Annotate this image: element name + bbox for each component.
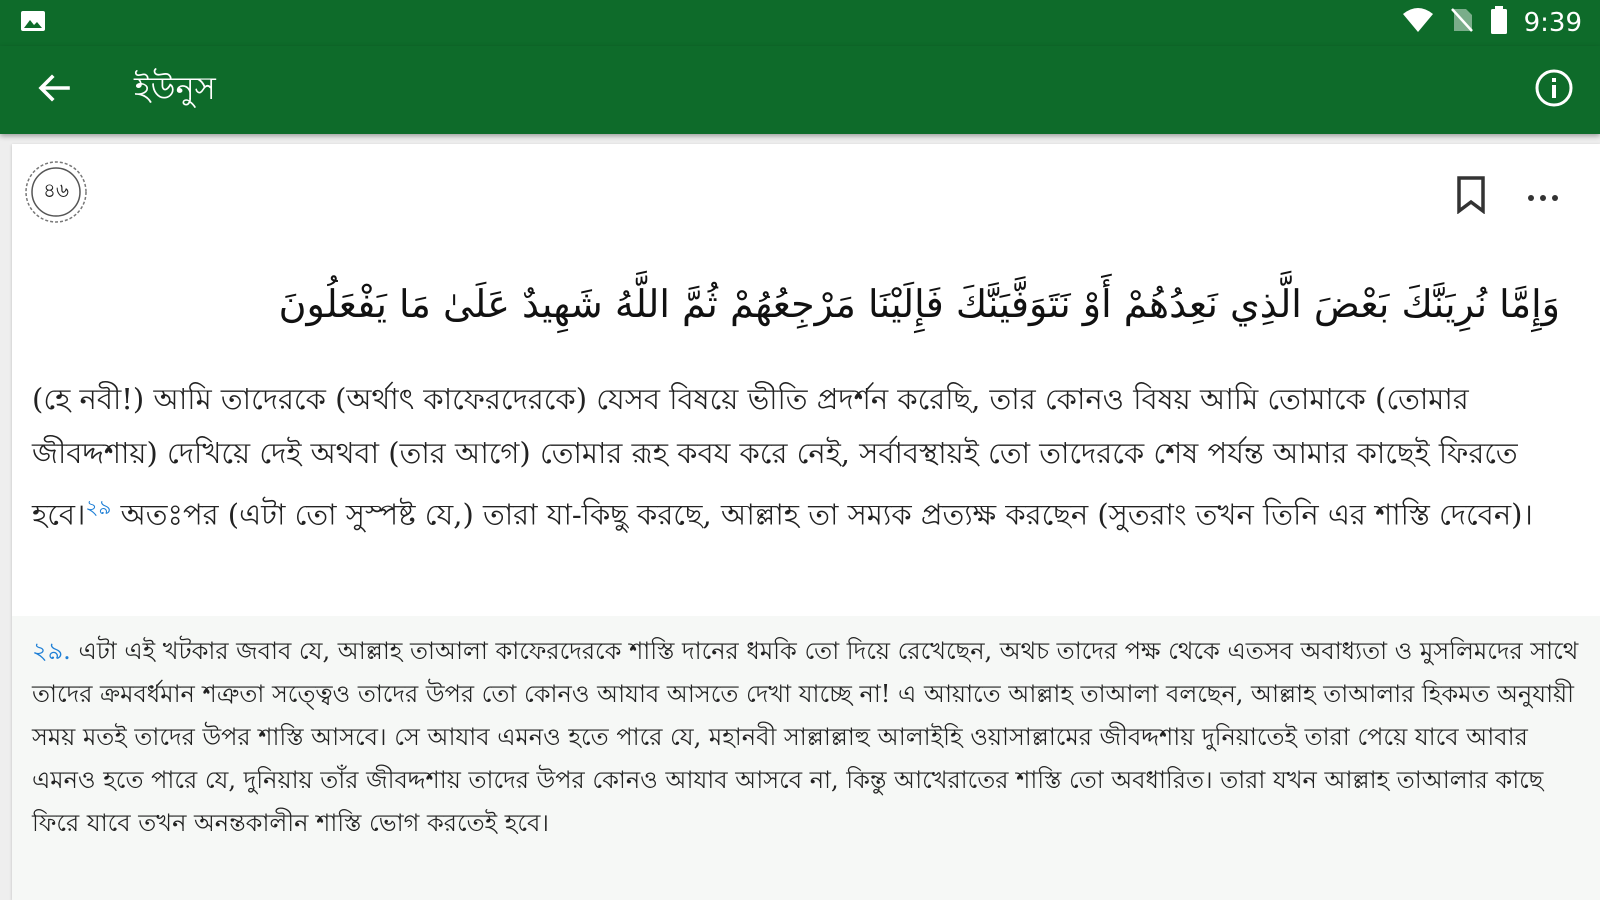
- ayah-number: ৪৬: [43, 177, 69, 202]
- status-time: 9:39: [1523, 8, 1582, 38]
- translation-text-part2: অতঃপর (এটা তো সুস্পষ্ট যে,) তারা যা-কিছু করছে, আল্লাহ তা সম্যক প্রত্যক্ষ করছেন (সুতরাং তখন তিনি এর শাস্তি দেবেন)।: [111, 497, 1533, 532]
- more-options-button[interactable]: [1518, 172, 1568, 222]
- info-button[interactable]: [1526, 62, 1582, 118]
- bookmark-icon: [1455, 176, 1487, 218]
- arabic-verse: وَإِمَّا نُرِيَنَّكَ بَعْضَ الَّذِي نَعِدُهُمْ أَوْ نَتَوَفَّيَنَّكَ فَإِلَيْنَا مَرْجِعُهُمْ ثُمَّ اللَّهُ شَهِيدٌ عَلَىٰ مَا يَفْعَلُونَ: [278, 282, 1560, 326]
- image-notification-icon: [20, 9, 46, 37]
- footnote-number: ২৯.: [32, 637, 71, 665]
- footnote-panel: [12, 616, 1600, 900]
- status-bar: [0, 0, 1600, 46]
- ayah-number-badge: [24, 160, 88, 224]
- info-icon: [1534, 68, 1574, 112]
- back-button[interactable]: [26, 62, 82, 118]
- ayah-card: [12, 144, 1600, 900]
- translation-text-part1: (হে নবী!) আমি তাদেরকে (অর্থাৎ কাফেরদেরকে) যেসব বিষয়ে ভীতি প্রদর্শন করেছি, তার কোনও বিষয় আমি তোমাকে (তোমার জীবদ্দশায়) দেখিয়ে দেই অথবা (তার আগে) তোমার রূহ কবয করে নেই, সর্বাবস্থায়ই তো তাদেরকে শেষ পর্যন্ত আমার কাছেই ফিরতে হবে।: [32, 382, 1518, 532]
- app-bar: [0, 46, 1600, 134]
- bookmark-button[interactable]: [1446, 172, 1496, 222]
- verse-translation: [12, 364, 1600, 614]
- wifi-icon: [1402, 7, 1434, 40]
- footnote-text: এটা এই খটকার জবাব যে, আল্লাহ তাআলা কাফেরদেরকে শাস্তি দানের ধমকি তো দিয়ে রেখেছেন, অথচ তাদের পক্ষ থেকে এতসব অবাধ্যতা ও মুসলিমদের সাথে তাদের ক্রমবর্ধমান শত্রুতা সত্ত্বেও তাদের উপর তো কোনও আযাব আসতে দেখা যাচ্ছে না! এ আয়াতে আল্লাহ তাআলা বলছেন, আল্লাহ তাআলার হিকমত অনুযায়ী সময় মতই তাদের উপর শাস্তি আসবে। সে আযাব এমনও হতে পারে যে, মহানবী সাল্লাল্লাহু আলাইহি ওয়াসাল্লামের জীবদ্দশায় দুনিয়াতেই তারা পেয়ে যাবে আবার এমনও হতে পারে যে, দুনিয়ায় তাঁর জীবদ্দশায় তাদের উপর কোনও আযাব আসবে না, কিন্তু আখেরাতের শাস্তি তো অবধারিত। তারা যখন আল্লাহ তাআলার কাছে ফিরে যাবে তখন অনন্তকালীন শাস্তি ভোগ করতেই হবে।: [32, 637, 1579, 837]
- more-horizontal-icon: [1526, 188, 1560, 207]
- battery-icon: [1490, 6, 1508, 41]
- page-title: ইউনুস: [134, 69, 216, 107]
- arrow-left-icon: [36, 70, 72, 110]
- no-sim-icon: [1450, 7, 1474, 40]
- footnote-reference-link[interactable]: ২৯: [85, 495, 112, 519]
- ayah-card-header: [12, 144, 1600, 254]
